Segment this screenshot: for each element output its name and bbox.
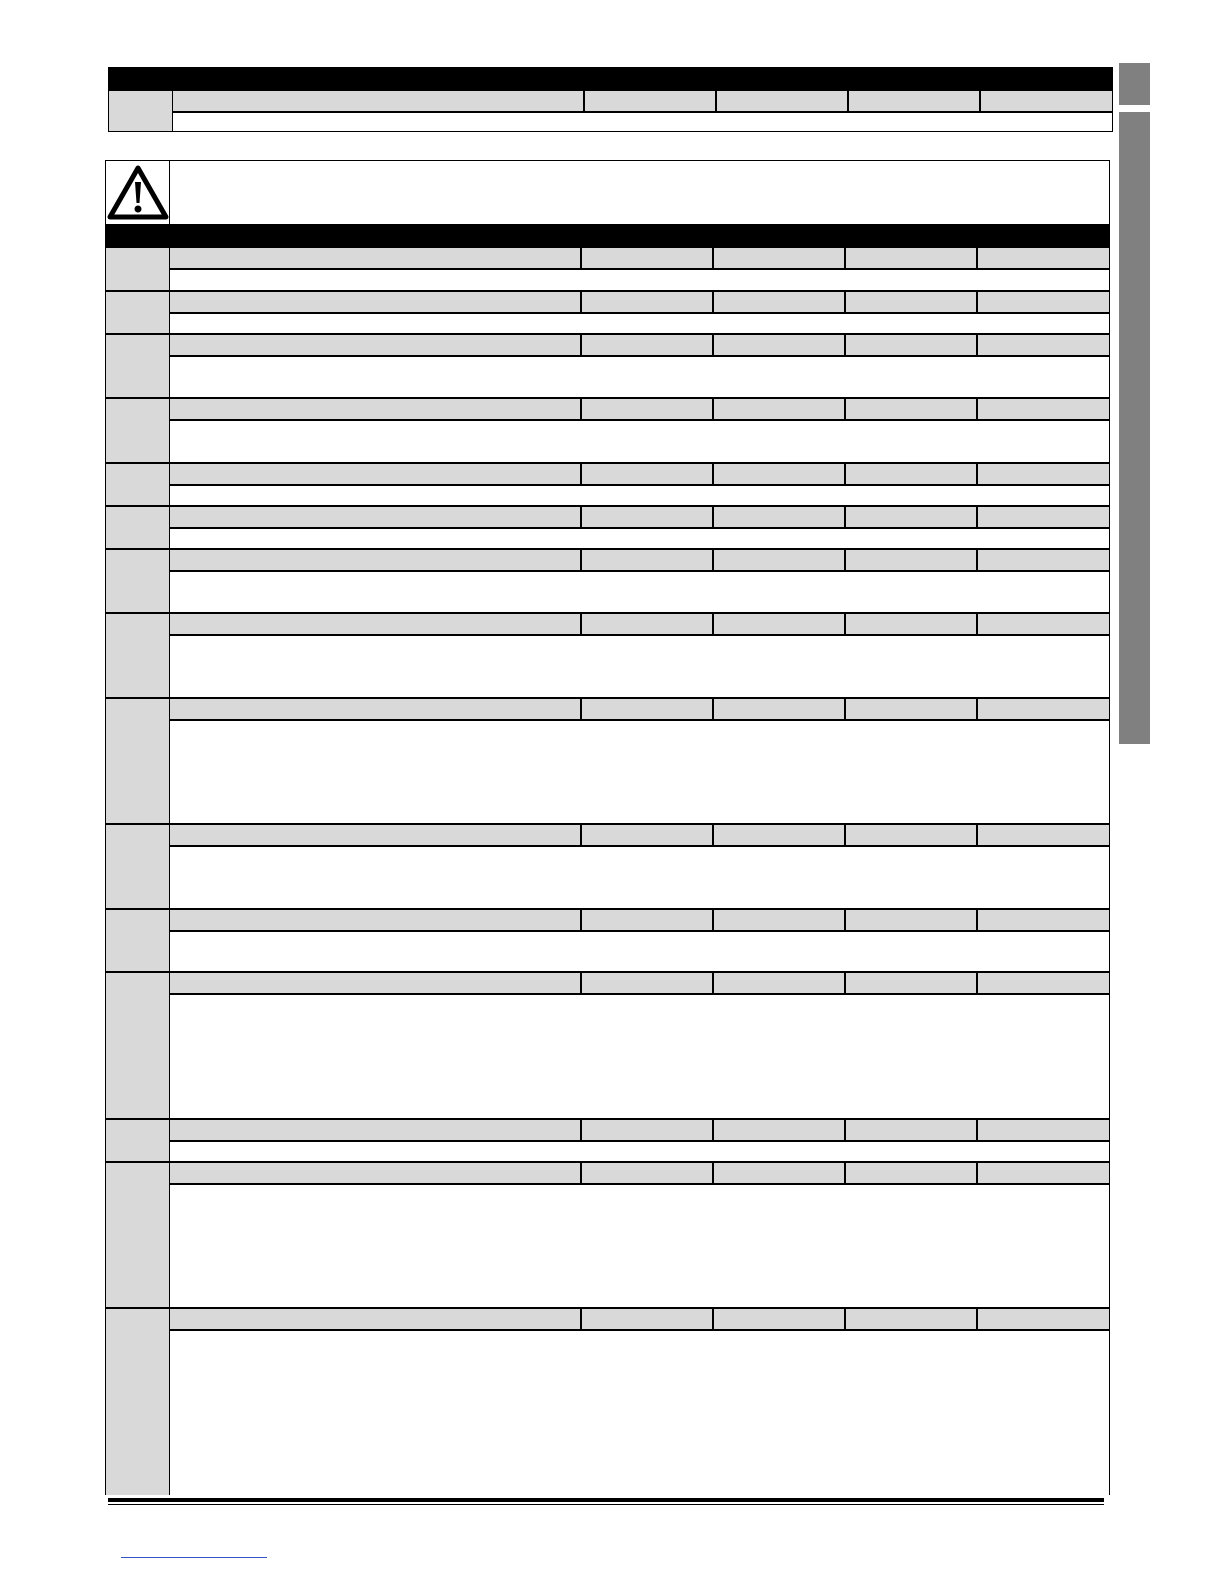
row-attribute-bar — [170, 825, 1109, 847]
row-id-cell — [106, 1120, 170, 1161]
table-row — [106, 397, 1109, 462]
row-description — [170, 1142, 1109, 1161]
row-attribute-bar — [170, 507, 1109, 529]
row-id-cell — [106, 614, 170, 697]
row-id-cell — [106, 699, 170, 823]
row-id-cell — [106, 464, 170, 505]
top-parameter-table — [108, 67, 1113, 132]
row-description — [170, 270, 1109, 290]
table-row — [106, 505, 1109, 548]
row-id-cell — [106, 399, 170, 462]
row-description — [170, 1331, 1109, 1495]
footer-rule — [108, 1498, 1104, 1502]
row-description — [170, 421, 1109, 462]
footer-link[interactable] — [121, 1557, 267, 1558]
top-table-header-bar — [109, 68, 1112, 91]
row-attribute-bar — [170, 335, 1109, 357]
row-attribute-bar — [170, 1163, 1109, 1185]
table-row — [106, 290, 1109, 333]
row-attribute-bar — [170, 248, 1109, 270]
top-table-description — [173, 113, 1112, 131]
row-id-cell — [106, 1309, 170, 1495]
warning-triangle-icon — [107, 165, 169, 221]
row-attribute-bar — [170, 292, 1109, 314]
row-id-cell — [106, 292, 170, 333]
row-attribute-bar — [170, 399, 1109, 421]
table-row — [106, 333, 1109, 397]
row-id-cell — [106, 507, 170, 548]
chapter-tab-marker — [1119, 63, 1150, 105]
row-attribute-bar — [170, 550, 1109, 572]
table-row — [106, 697, 1109, 823]
row-attribute-bar — [170, 614, 1109, 636]
row-attribute-bar — [170, 1309, 1109, 1331]
row-attribute-bar — [170, 973, 1109, 995]
row-description — [170, 486, 1109, 505]
row-description — [170, 932, 1109, 971]
top-table-row — [109, 91, 1112, 131]
chapter-tab-bar — [1119, 112, 1150, 744]
row-id-cell — [106, 1163, 170, 1307]
main-parameter-table — [105, 160, 1110, 1495]
row-description — [170, 847, 1109, 908]
footer-rule-thin — [108, 1504, 1104, 1505]
row-attribute-bar — [170, 699, 1109, 721]
row-id-cell — [106, 248, 170, 290]
row-id-cell — [106, 973, 170, 1118]
row-attribute-bar — [170, 464, 1109, 486]
table-row — [106, 1307, 1109, 1495]
row-id-cell — [106, 825, 170, 908]
row-id-cell — [106, 550, 170, 612]
table-row — [106, 971, 1109, 1118]
table-row — [106, 1118, 1109, 1161]
row-attribute-bar — [170, 1120, 1109, 1142]
table-row — [106, 823, 1109, 908]
table-row — [106, 246, 1109, 290]
table-row — [106, 1161, 1109, 1307]
warning-text — [170, 161, 1109, 224]
row-description — [170, 721, 1109, 823]
row-description — [170, 529, 1109, 548]
row-description — [170, 636, 1109, 697]
warning-cell — [106, 161, 170, 224]
table-row — [106, 908, 1109, 971]
row-attribute-bar — [170, 910, 1109, 932]
main-table-header-bar — [106, 224, 1109, 247]
row-description — [170, 314, 1109, 333]
row-id-cell — [106, 335, 170, 397]
row-description — [170, 1185, 1109, 1307]
top-table-attr-bar — [173, 91, 1112, 113]
row-description — [170, 995, 1109, 1118]
row-id-cell — [106, 910, 170, 971]
table-row — [106, 612, 1109, 697]
row-description — [170, 357, 1109, 397]
table-row — [106, 462, 1109, 505]
row-description — [170, 572, 1109, 612]
table-row — [106, 548, 1109, 612]
